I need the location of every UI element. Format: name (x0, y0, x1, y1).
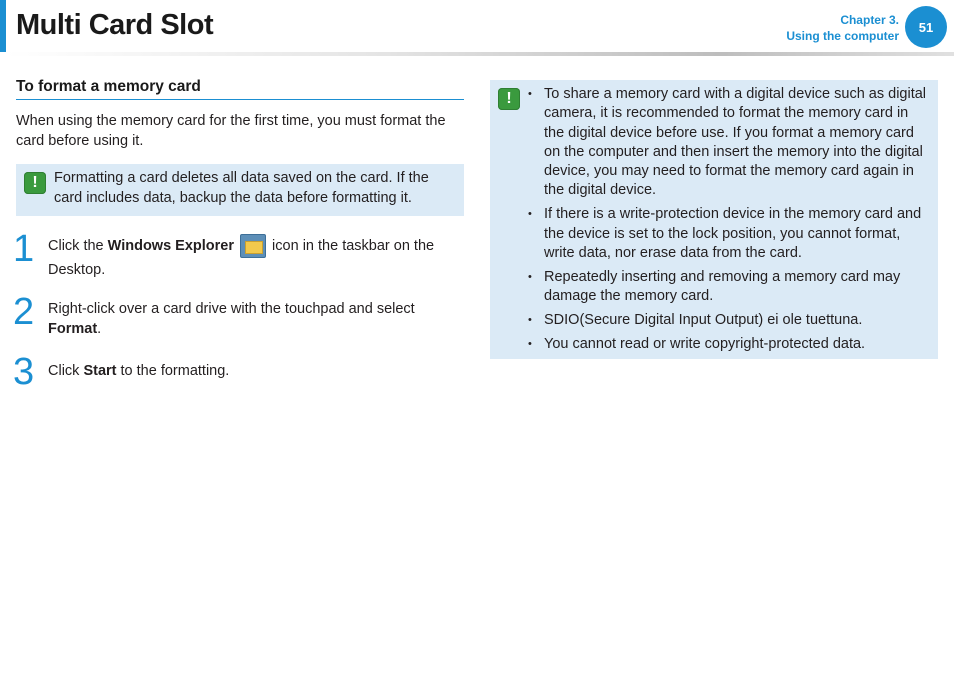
step-bold-text: Windows Explorer (107, 238, 234, 254)
step-number: 1 (13, 228, 35, 270)
step-text-post: to the formatting. (116, 363, 230, 379)
step-number: 2 (13, 291, 35, 333)
step-text-post: icon in the taskbar on the Desktop. (48, 238, 435, 278)
step-text (48, 234, 464, 282)
chapter-label (786, 12, 899, 44)
step-text-pre: Click the (48, 238, 108, 254)
section-heading: To format a memory card (16, 78, 464, 100)
list-item: • SDIO(Secure Digital Input Output) ei ole tuettuna. (528, 311, 932, 330)
step-number: 3 (13, 351, 35, 393)
exclamation-icon: ! (498, 88, 520, 110)
exclamation-icon: ! (24, 172, 46, 194)
list-item: • If there is a write-protection device in the memory card and the device is set to the lock position, you cannot format, write data, nor erase data from the card. (528, 205, 932, 263)
list-item: • Repeatedly inserting and removing a memory card may damage the memory card. (528, 268, 932, 307)
intro-paragraph: When using the memory card for the first time, you must format the card before using it. (16, 113, 446, 149)
step-2 (13, 291, 464, 339)
chapter-number: Chapter 3. (840, 13, 899, 27)
list-item: • You cannot read or write copyright-protected data. (528, 335, 932, 354)
page-number-badge: 51 (905, 6, 947, 48)
page-header (0, 0, 954, 60)
step-text-post: . (97, 321, 102, 337)
header-divider (6, 52, 954, 56)
step-text-pre: Right-click over a card drive with the touchpad and select (48, 301, 415, 317)
list-item: • To share a memory card with a digital device such as digital camera, it is recommended to format the memory card in the digital device before use. If you format a memory card on the computer and then insert the memory into the digital device, you may need to format the memory card again in the digital device. (528, 85, 932, 201)
warning-note-text: Formatting a card deletes all data saved on the card. If the card includes data, backup the data before formatting it. (54, 170, 429, 206)
left-column (13, 78, 464, 393)
step-text (48, 299, 464, 339)
chapter-subtitle: Using the computer (786, 29, 899, 43)
step-bold-text: Start (83, 363, 117, 379)
windows-explorer-icon (240, 234, 266, 258)
caution-notes-box (490, 80, 938, 359)
step-bold-text: Format (48, 321, 98, 337)
header-accent-bar (0, 0, 6, 52)
page-title: Multi Card Slot (16, 9, 214, 41)
step-text-pre: Click (48, 363, 84, 379)
warning-note (16, 164, 464, 216)
caution-list (528, 85, 932, 358)
step-text (48, 361, 464, 381)
step-3 (13, 351, 464, 393)
step-1 (13, 228, 464, 282)
